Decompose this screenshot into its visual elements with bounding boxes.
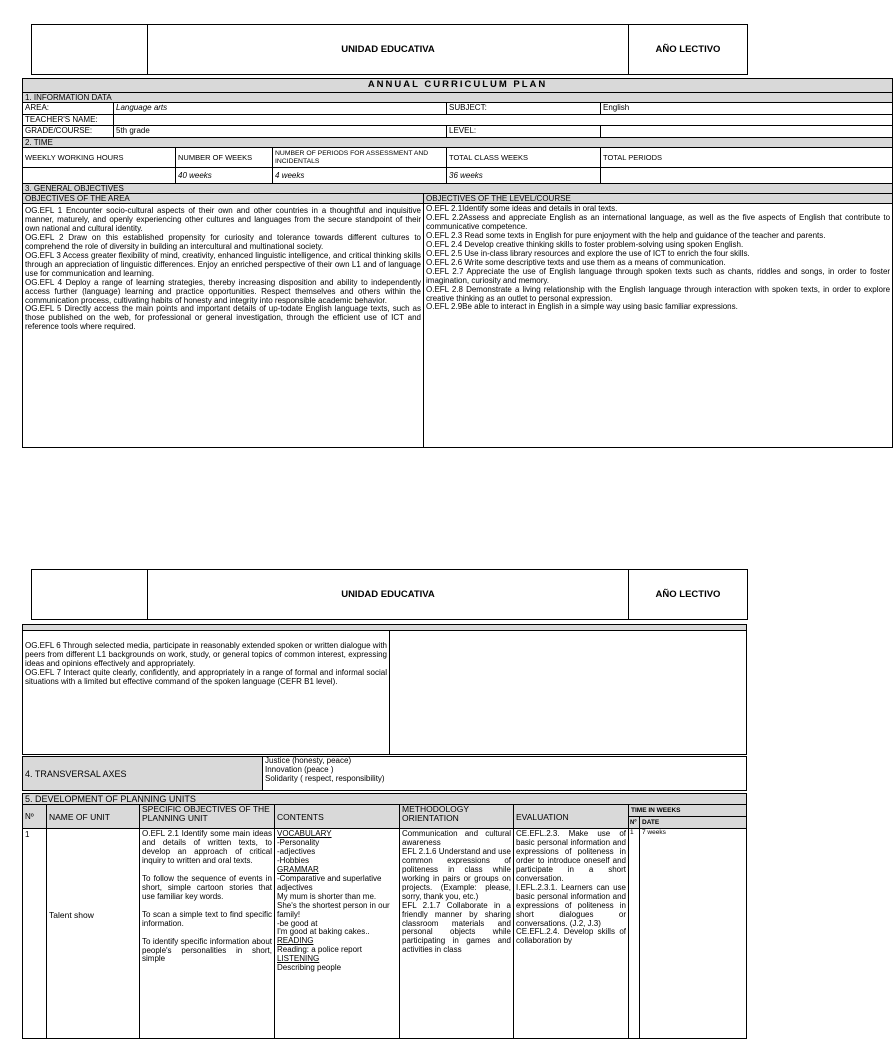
objective-area-item: OG.EFL 5 Directly access the main points and important details of up-todate English language texts, such as those published on the web, for professional or general investigation, through the efficient use of ICT and reference tools where required. (25, 304, 421, 332)
method-item: EFL 2.1.7 Collaborate in a friendly manner by sharing classroom materials and personal objects while participating in games and activities in class (402, 900, 511, 955)
area-value: Language arts (114, 103, 447, 115)
content-heading: GRAMMAR (277, 864, 319, 874)
objectives-area-cont-cell (23, 631, 390, 755)
unit-time-n: 1 (629, 829, 640, 1039)
content-item: -Personality (277, 837, 320, 847)
col-time-n-header: Nº (629, 817, 640, 829)
page1-header (31, 24, 748, 75)
objective-level-item: O.EFL 2.3 Read some texts in English for pure enjoyment with the help and guidance of the teacher and parents. (426, 230, 826, 240)
objective-level-item: O.EFL 2.5 Use in-class library resources and explore the use of ICT to enrich the four skills. (426, 248, 750, 258)
objectives-level-cell (424, 204, 893, 448)
content-heading: VOCABULARY (277, 829, 332, 838)
time-header: WEEKLY WORKING HOURS (23, 148, 176, 168)
school-year-label: AÑO LECTIVO (655, 44, 721, 55)
table-row (23, 829, 747, 1039)
col-date-header: DATE (640, 817, 747, 829)
time-header: NUMBER OF WEEKS (176, 148, 273, 168)
objective-area-item: OG.EFL 1 Encounter socio-cultural aspects of their own and other countries in a thoughtful and inquisitive manner, maturely, and openly experiencing other cultures and languages from the secure standpoint of their own national and cultural identity. (25, 206, 421, 233)
school-name: UNIDAD EDUCATIVA (148, 25, 629, 74)
content-item: Reading: a police report (277, 945, 362, 955)
area-label: AREA: (23, 103, 114, 115)
unit-evaluation (514, 829, 629, 1039)
level-value (601, 126, 893, 138)
time-header-row (23, 148, 893, 168)
content-item: My mum is shorter than me. (277, 891, 377, 901)
unit-number: 1 (23, 829, 47, 1039)
objective-level-item: O.EFL 2.1Identify some ideas and details in oral texts. (426, 204, 618, 213)
time-value: 4 weeks (273, 168, 447, 184)
grade-value: 5th grade (114, 126, 447, 138)
section-4-heading: 4. TRANSVERSAL AXES (23, 757, 263, 791)
section-2-heading: 2. TIME (23, 138, 893, 148)
page2-header (31, 569, 748, 620)
col-eval-header: EVALUATION (514, 805, 629, 829)
teacher-value (114, 115, 893, 126)
objective-area-item: OG.EFL 3 Access greater flexibility of mind, creativity, enhanced linguistic intelligence, and critical thinking skills through an appreciation of linguistic differences. Enjoy an enriched perspective of their own L1 and of language use for communication and learning. (25, 250, 421, 278)
col-contents-header: CONTENTS (275, 805, 400, 829)
objective-level-item: O.EFL 2.6 Write some descriptive texts and use them as a means of communication. (426, 257, 726, 267)
axis-item: Innovation (peace ) (265, 764, 334, 774)
objectives-area-header: OBJECTIVES OF THE AREA (23, 194, 424, 204)
spec-objective: To follow the sequence of events in short, simple cartoon stories that use familiar key words. (142, 873, 272, 901)
level-label: LEVEL: (447, 126, 601, 138)
content-item: I'm good at baking cakes.. (277, 927, 370, 937)
time-value (601, 168, 893, 184)
objective-level-item: O.EFL 2.9Be able to interact in English in a simple way using basic familiar expressions. (426, 302, 738, 312)
unit-time-date: 7 weeks (640, 829, 747, 1039)
teacher-label: TEACHER'S NAME: (23, 115, 114, 126)
objectives-level-cont-cell (390, 631, 747, 755)
objective-level-item: O.EFL 2.4 Develop creative thinking skills to foster problem-solving using spoken English. (426, 239, 744, 249)
section-3-heading: 3. GENERAL OBJECTIVES (23, 184, 893, 194)
axis-item: Solidarity ( respect, responsibility) (265, 773, 385, 783)
information-data-table (22, 78, 893, 448)
col-name-header: NAME OF UNIT (47, 805, 140, 829)
content-heading: LISTENING (277, 954, 320, 964)
subject-value: English (601, 103, 893, 115)
col-spec-header: SPECIFIC OBJECTIVES OF THE PLANNING UNIT (140, 805, 275, 829)
content-item: -Hobbies (277, 855, 310, 865)
objective-area-item: OG.EFL 7 Interact quite clearly, confidently, and appropriately in a range of formal and informal social situations with a limited but effective command of the spoken language (CEFR B1 level). (25, 667, 387, 686)
time-value (23, 168, 176, 184)
unit-methodology (400, 829, 514, 1039)
time-value: 40 weeks (176, 168, 273, 184)
unit-contents (275, 829, 400, 1039)
col-no-header: Nº (23, 805, 47, 829)
method-item: EFL 2.1.6 Understand and use common expressions of politeness in class while working in pairs or groups on projects. (Example: please, sorry, thank you, etc.) (402, 846, 511, 901)
time-value-row (23, 168, 893, 184)
subject-label: SUBJECT: (447, 103, 601, 115)
spec-objective: To identify specific information about people's personalities in short, simple (142, 936, 272, 964)
objectives-continued-table (22, 624, 747, 755)
method-item: Communication and cultural awareness (402, 829, 511, 847)
col-time-header: TIME IN WEEKS (629, 805, 747, 817)
objective-level-item: O.EFL 2.2Assess and appreciate English as an international language, as well as the five aspects of English that contribute to communicative competence. (426, 212, 891, 231)
eval-item: CE.EFL.2.4. Develop skills of collaboration by (516, 927, 626, 946)
transversal-axes-table (22, 756, 747, 791)
spec-objective: To scan a simple text to find specific information. (142, 909, 272, 928)
time-header: TOTAL PERIODS (601, 148, 893, 168)
content-item: -adjectives (277, 846, 316, 856)
section-5-heading: 5. DEVELOPMENT OF PLANNING UNITS (23, 794, 747, 805)
school-year-label: AÑO LECTIVO (655, 589, 721, 600)
section-1-heading: 1. INFORMATION DATA (23, 93, 893, 103)
col-method-header: METHODOLOGY ORIENTATION (400, 805, 514, 829)
objectives-area-cell (23, 204, 424, 448)
content-item: She's the shortest person in our family! (277, 900, 390, 919)
spec-objective: O.EFL 2.1 Identify some main ideas and details of written texts, to develop an approach of critical inquiry to written and oral texts. (142, 829, 272, 865)
eval-item: I.EFL.2.3.1. Learners can use basic personal information and expressions of politeness in short dialogues or conversations. (J.2, J.3) (516, 882, 626, 928)
objective-level-item: O.EFL 2.8 Demonstrate a living relationship with the English language through interaction with spoken texts, in order to explore creative thinking as an outlet to personal expression. (426, 284, 891, 303)
unit-specific-objectives (140, 829, 275, 1039)
planning-units-table (22, 793, 747, 1039)
content-item: -Comparative and superlative adjectives (277, 873, 382, 892)
eval-item: CE.EFL.2.3. Make use of basic personal information and expressions of politeness in order to introduce oneself and participate in a short conversation. (516, 829, 626, 883)
school-name: UNIDAD EDUCATIVA (148, 570, 629, 619)
logo-cell (32, 25, 148, 74)
objective-area-item: OG.EFL 6 Through selected media, participate in reasonably extended spoken or written dialogue with peers from different L1 backgrounds on work, study, or general topics of common interest, expressing ideas and opinions effectively and appropriately. (25, 641, 387, 668)
axis-item: Justice (honesty, peace) (265, 756, 352, 765)
time-value: 36 weeks (447, 168, 601, 184)
time-header: NUMBER OF PERIODS FOR ASSESSMENT AND INCIDENTALS (273, 148, 447, 168)
objective-area-item: OG.EFL 4 Deploy a range of learning strategies, thereby increasing disposition and ability to independently access further (language) learning and practice opportunities. Respect themselves and others within the communication process, cultivating habits of honesty and integrity into responsible academic behavior. (25, 277, 421, 305)
objectives-level-header: OBJECTIVES OF THE LEVEL/COURSE (424, 194, 893, 204)
objective-level-item: O.EFL 2.7 Appreciate the use of English language through spoken texts such as chants, riddles and songs, in order to foster imagination, curiosity and memory. (426, 266, 891, 285)
plan-title: ANNUAL CURRICULUM PLAN (23, 79, 893, 93)
content-item: -be good at (277, 918, 318, 928)
objective-area-item: OG.EFL 2 Draw on this established propensity for curiosity and tolerance towards different cultures to comprehend the role of diversity in building an intercultural and multinational society. (25, 232, 421, 251)
logo-cell (32, 570, 148, 619)
content-item: Describing people (277, 963, 342, 973)
unit-name: Talent show (47, 829, 140, 1039)
content-heading: READING (277, 936, 314, 946)
transversal-axes-cell (263, 757, 747, 791)
grade-label: GRADE/COURSE: (23, 126, 114, 138)
time-header: TOTAL CLASS WEEKS (447, 148, 601, 168)
